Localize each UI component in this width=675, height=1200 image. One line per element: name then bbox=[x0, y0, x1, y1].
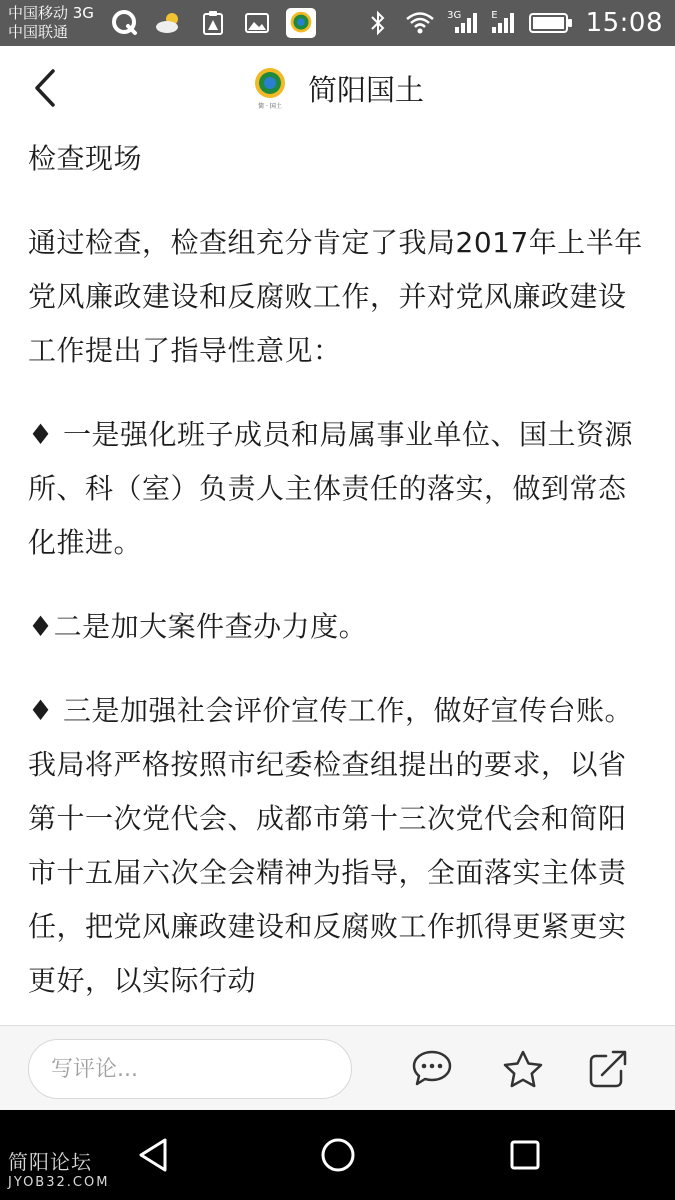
star-icon bbox=[501, 1048, 545, 1090]
article-paragraph: ♦ 三是加强社会评价宣传工作，做好宣传台账。我局将严格按照市纪委检查组提出的要求，以省第十一次党代会、成都市第十三次党代会和简阳市十五届六次全会精神为指导，全面落实主体责任，把党风廉政建设和反腐败工作抓得更紧更实更好，以实际行动 bbox=[28, 694, 634, 997]
weather-icon bbox=[154, 8, 184, 38]
share-icon bbox=[586, 1048, 630, 1090]
comment-icon bbox=[410, 1048, 454, 1090]
back-button[interactable] bbox=[24, 66, 66, 110]
nav-recents-button[interactable] bbox=[502, 1132, 548, 1178]
sim1-signal bbox=[447, 11, 479, 35]
battery-icon bbox=[528, 8, 574, 38]
nav-home-button[interactable] bbox=[315, 1132, 361, 1178]
browser-q-icon bbox=[110, 8, 140, 38]
app-logo-notification-icon bbox=[286, 8, 316, 38]
logo-caption: 简 · 国土 bbox=[258, 103, 282, 110]
gallery-icon bbox=[242, 8, 272, 38]
watermark-url: JYOB32.COM bbox=[8, 1175, 110, 1190]
comment-bar bbox=[0, 1025, 675, 1110]
article-paragraph: 检查现场 bbox=[28, 142, 143, 175]
chevron-left-icon bbox=[32, 68, 58, 108]
comment-button[interactable] bbox=[409, 1046, 455, 1092]
article-paragraph: ♦ 一是强化班子成员和局属事业单位、国土资源所、科（室）负责人主体责任的落实，做到常态化推进。 bbox=[28, 418, 634, 559]
status-bar bbox=[0, 0, 675, 46]
status-clock: 15:08 bbox=[585, 8, 663, 38]
carrier-1: 中国移动 3G bbox=[8, 4, 94, 22]
sim1-network-label: 3G bbox=[447, 9, 462, 21]
forum-watermark bbox=[8, 1152, 109, 1189]
notification-icons bbox=[110, 6, 316, 40]
sim2-signal bbox=[491, 11, 515, 35]
carrier-info bbox=[8, 4, 94, 42]
clipboard-warning-icon bbox=[198, 8, 228, 38]
bluetooth-icon bbox=[363, 8, 393, 38]
wifi-icon bbox=[405, 8, 435, 38]
app-header bbox=[0, 46, 675, 130]
page-title: 简阳国土 bbox=[308, 72, 425, 107]
favorite-button[interactable] bbox=[500, 1046, 546, 1092]
back-triangle-icon bbox=[135, 1136, 171, 1174]
header-center bbox=[250, 66, 424, 110]
nav-back-button[interactable] bbox=[130, 1132, 176, 1178]
article-paragraph: 通过检查，检查组充分肯定了我局2017年上半年党风廉政建设和反腐败工作，并对党风廉政建设工作提出了指导性意见： bbox=[28, 226, 643, 367]
share-button[interactable] bbox=[585, 1046, 631, 1092]
system-status bbox=[363, 6, 663, 40]
bureau-logo-icon bbox=[250, 66, 290, 110]
carrier-2: 中国联通 bbox=[8, 23, 69, 41]
recents-square-icon bbox=[507, 1137, 543, 1173]
article-body bbox=[28, 130, 653, 1025]
home-circle-icon bbox=[319, 1136, 357, 1174]
comment-input[interactable] bbox=[28, 1039, 352, 1099]
watermark-name: 简阳论坛 bbox=[8, 1150, 92, 1174]
sim2-network-label: E bbox=[491, 9, 498, 21]
article-paragraph: ♦二是加大案件查办力度。 bbox=[28, 610, 368, 643]
